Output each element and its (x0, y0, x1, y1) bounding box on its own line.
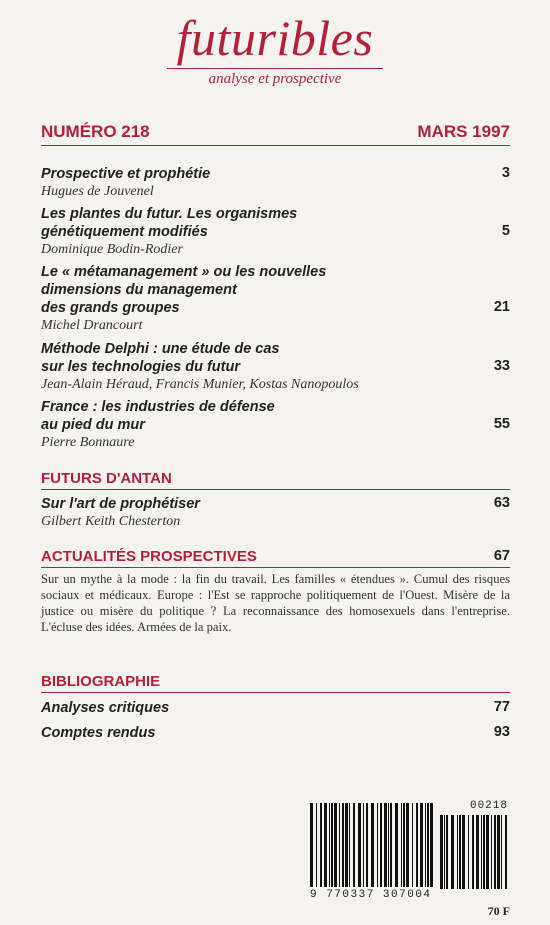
section-rule (41, 489, 510, 490)
barcode-bar (430, 803, 433, 887)
barcode-bar (468, 815, 469, 889)
barcode-bar (446, 815, 448, 889)
article-title: Méthode Delphi : une étude de cas (41, 341, 280, 357)
article-entry[interactable] (41, 205, 510, 258)
barcode-bar (412, 803, 413, 887)
barcode-bar (476, 815, 479, 889)
section-heading-futurs: FUTURS D'ANTAN (41, 470, 172, 487)
barcode-bar (486, 815, 489, 889)
barcode-bar (457, 815, 458, 889)
article-entry[interactable] (41, 495, 510, 530)
bibliography-page: 77 (493, 699, 510, 715)
barcode-bar (324, 803, 327, 887)
article-title: au pied du mur (41, 417, 145, 433)
masthead (0, 8, 550, 88)
barcode-bar (390, 803, 392, 887)
article-author: Gilbert Keith Chesterton (41, 514, 181, 529)
magazine-subtitle: analyse et prospective (208, 71, 342, 87)
barcode-bar (444, 815, 445, 889)
barcode-bar (481, 815, 482, 889)
barcode-bar (403, 803, 405, 887)
issue-number: NUMÉRO 218 (41, 122, 150, 141)
barcode-bar (310, 803, 313, 887)
barcode-bar (440, 815, 443, 889)
barcode-bar (366, 803, 368, 887)
article-author: Michel Drancourt (41, 318, 143, 333)
bibliography-label: Analyses critiques (41, 700, 170, 716)
barcode-bar (501, 815, 502, 889)
barcode (310, 800, 510, 900)
barcode-bar (395, 803, 398, 887)
barcode-bar (363, 803, 364, 887)
title-rule (167, 68, 383, 69)
article-title: dimensions du management (41, 282, 237, 298)
article-page: 3 (501, 165, 510, 181)
article-page: 63 (493, 495, 510, 511)
barcode-addon-number: 00218 (469, 800, 508, 812)
barcode-number: 9 770337 307004 (310, 889, 432, 901)
article-author: Jean-Alain Héraud, Francis Munier, Kostas Nanopoulos (41, 377, 359, 392)
article-page: 33 (493, 358, 510, 374)
magazine-title: futuribles (176, 10, 374, 66)
article-page: 21 (493, 299, 510, 315)
section-heading-bibliographie: BIBLIOGRAPHIE (41, 673, 161, 690)
issue-rule (41, 145, 510, 146)
barcode-bar (380, 803, 382, 887)
barcode-bar (316, 803, 317, 887)
article-title: Sur l'art de prophétiser (41, 496, 200, 512)
section-heading-actualites: ACTUALITÉS PROSPECTIVES (41, 548, 257, 565)
barcode-addon-icon (440, 815, 510, 889)
barcode-bar (329, 803, 330, 887)
barcode-bar (420, 803, 423, 887)
section-page: 67 (493, 548, 510, 564)
barcode-bar (505, 815, 507, 889)
barcode-bar (349, 803, 350, 887)
bibliography-item[interactable] (41, 724, 510, 742)
barcode-bar (320, 803, 322, 887)
bibliography-label: Comptes rendus (41, 725, 156, 741)
section-summary: Sur un mythe à la mode : la fin du travail. Les familles « étendues ». Cumul des risques sociaux et médicaux. Europe : l'Est se rapproche politiquement de l'Ouest. Misère de la justice ou misère du politique ? La reconnaissance des homosexuels dans l'entreprise. L'écluse des idées. Armées de la paix. (41, 572, 510, 634)
article-entry[interactable] (41, 340, 510, 393)
issue-date: MARS 1997 (417, 122, 510, 141)
article-title: des grands groupes (41, 300, 180, 316)
barcode-bar (334, 803, 337, 887)
bibliography-page: 93 (493, 724, 510, 740)
section-rule (41, 567, 510, 568)
barcode-bar (377, 803, 378, 887)
barcode-bar (483, 815, 485, 889)
article-entry[interactable] (41, 165, 510, 200)
issue-header (41, 122, 510, 142)
barcode-bar (459, 815, 461, 889)
article-page: 5 (501, 223, 510, 239)
barcode-bar (491, 815, 492, 889)
barcode-bar (416, 803, 418, 887)
barcode-bar (371, 803, 374, 887)
barcode-bar (494, 815, 496, 889)
barcode-bar (384, 803, 387, 887)
barcode-bar (427, 803, 429, 887)
article-title: Les plantes du futur. Les organismes (41, 206, 298, 222)
article-author: Hugues de Jouvenel (41, 184, 154, 199)
barcode-bar (497, 815, 500, 889)
section-rule (41, 692, 510, 693)
barcode-main-icon (310, 803, 435, 887)
article-title: France : les industries de défense (41, 399, 275, 415)
barcode-bar (331, 803, 333, 887)
barcode-bar (451, 815, 454, 889)
article-title: Le « métamanagement » ou les nouvelles (41, 264, 327, 280)
article-title: sur les technologies du futur (41, 359, 240, 375)
article-author: Dominique Bodin-Rodier (41, 242, 183, 257)
barcode-bar (342, 803, 344, 887)
barcode-bar (339, 803, 340, 887)
article-entry[interactable] (41, 398, 510, 451)
bibliography-item[interactable] (41, 699, 510, 717)
article-title: Prospective et prophétie (41, 166, 211, 182)
barcode-bar (353, 803, 355, 887)
article-title: génétiquement modifiés (41, 224, 208, 240)
price: 70 F (487, 904, 510, 918)
barcode-bar (358, 803, 361, 887)
article-author: Pierre Bonnaure (41, 435, 135, 450)
barcode-bar (472, 815, 474, 889)
article-page: 55 (493, 416, 510, 432)
barcode-bar (425, 803, 426, 887)
article-entry[interactable] (41, 263, 510, 334)
barcode-bar (406, 803, 409, 887)
barcode-bar (345, 803, 348, 887)
barcode-bar (388, 803, 389, 887)
barcode-bar (462, 815, 465, 889)
barcode-bar (401, 803, 402, 887)
